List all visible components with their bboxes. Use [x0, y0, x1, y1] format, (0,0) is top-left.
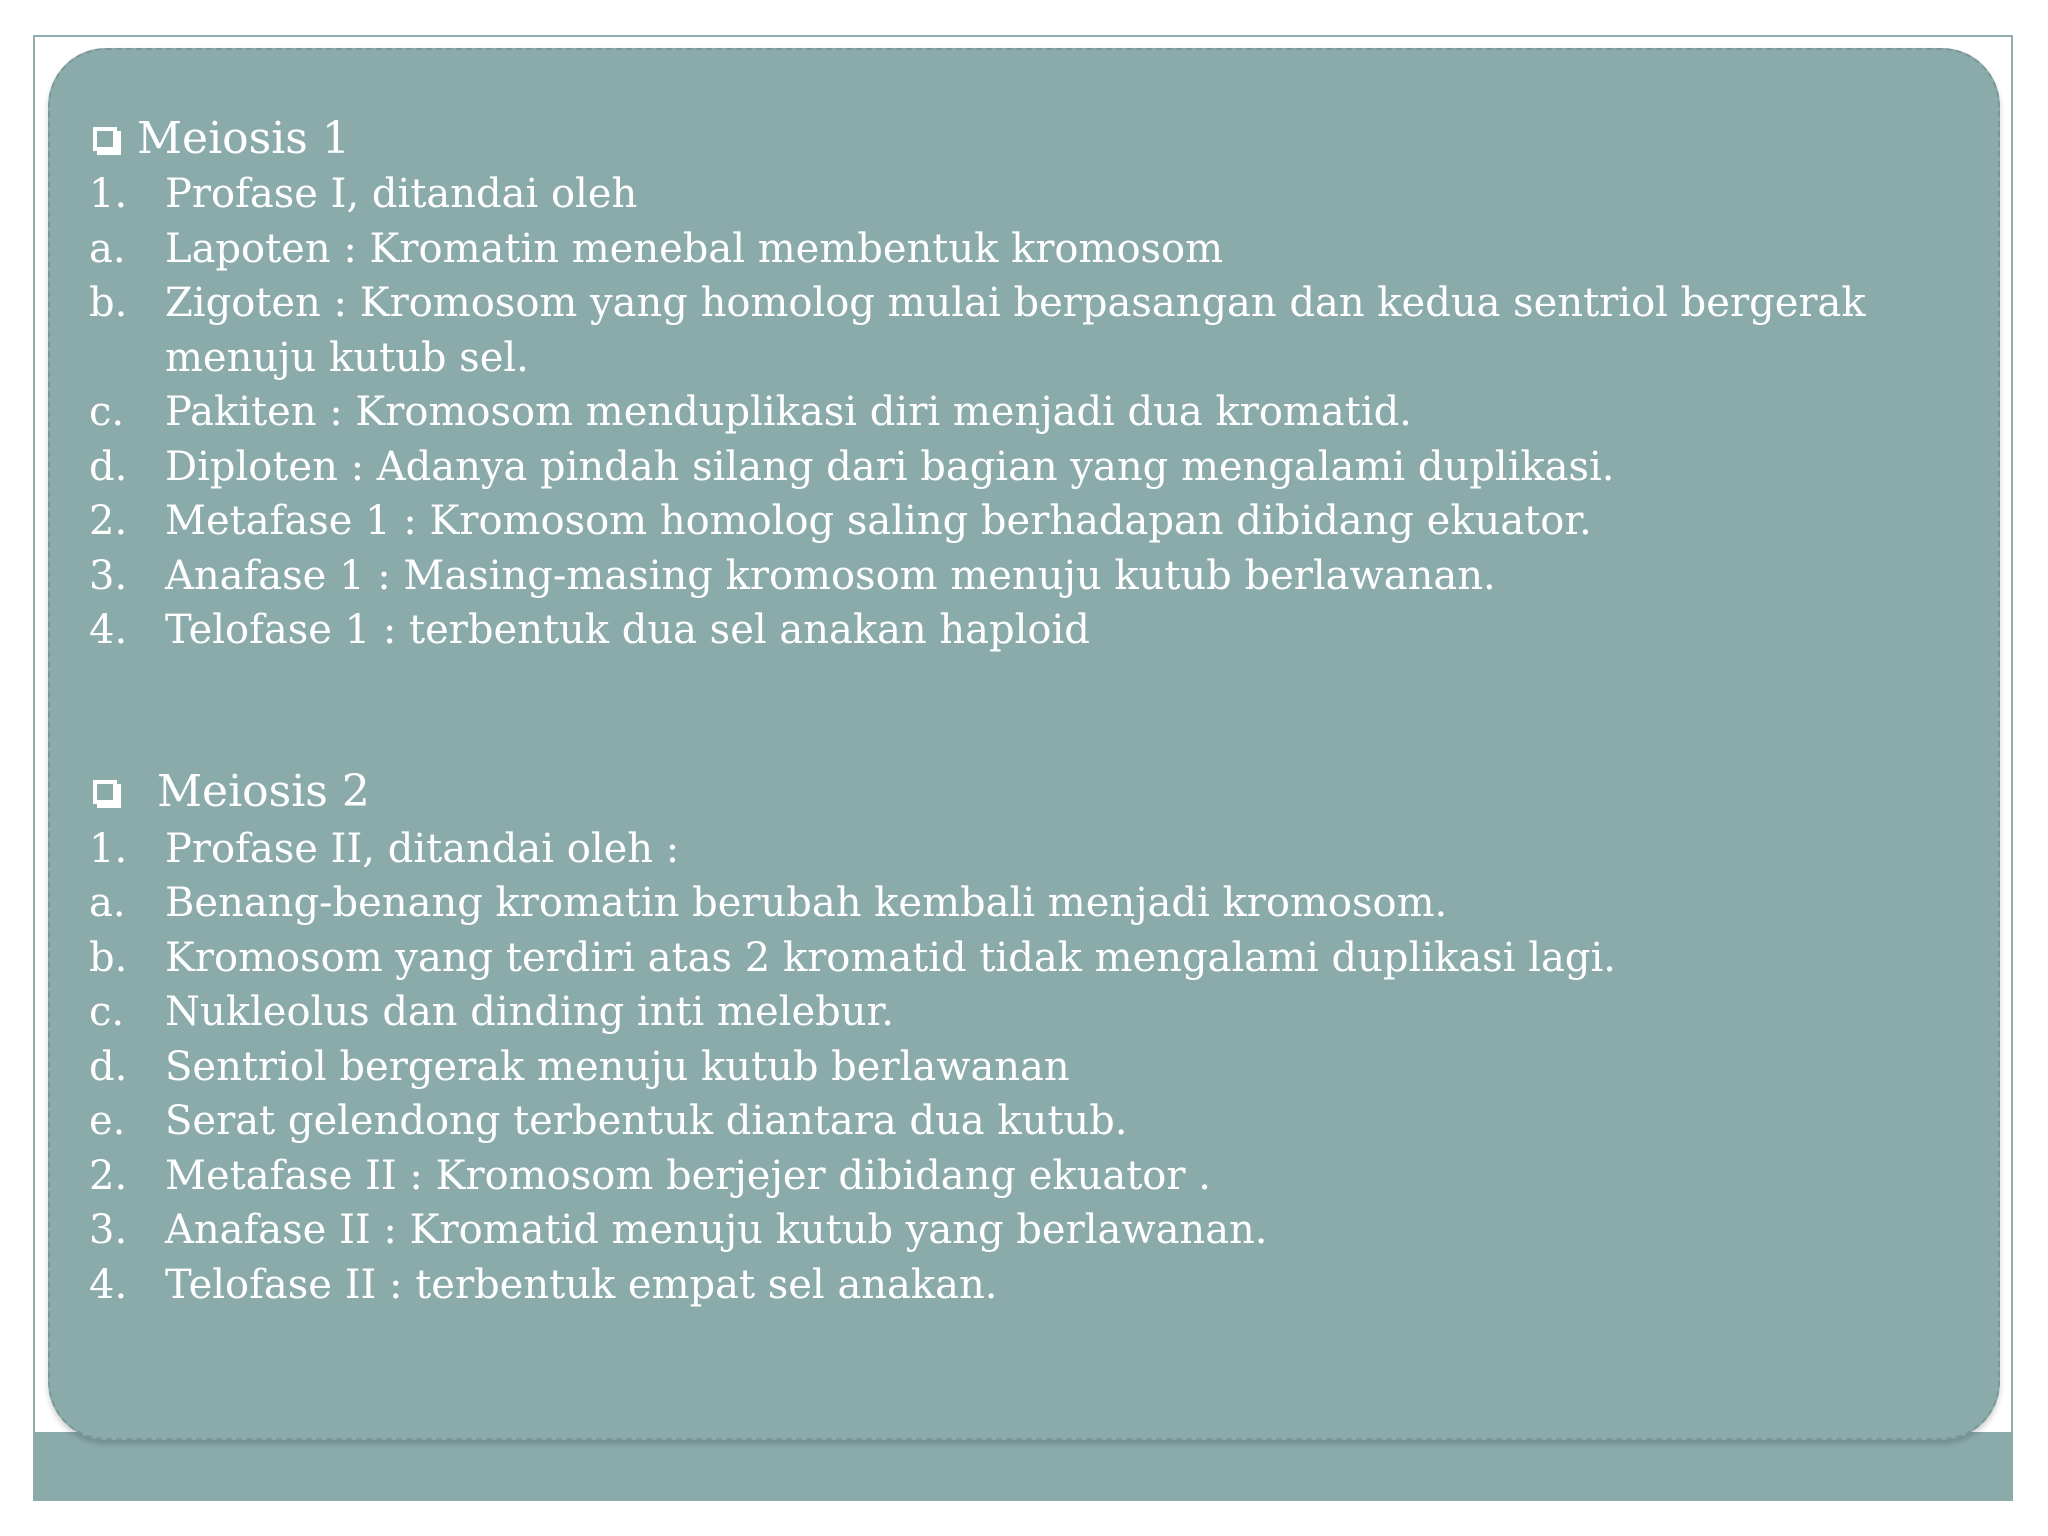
- section-heading-label: Meiosis 2: [157, 765, 370, 817]
- list-item: [89, 222, 1989, 277]
- list-marker: 2.: [89, 498, 128, 544]
- list-item: [89, 1149, 1989, 1204]
- list-text: Pakiten : Kromosom menduplikasi diri menjadi dua kromatid.: [165, 389, 1412, 435]
- list-text: Lapoten : Kromatin menebal membentuk kromosom: [165, 225, 1224, 272]
- list-marker: 3.: [89, 552, 128, 599]
- list-marker: c.: [89, 989, 125, 1035]
- list-text: Benang-benang kromatin berubah kembali menjadi kromosom.: [165, 880, 1448, 926]
- list-text: Kromosom yang terdiri atas 2 kromatid tidak mengalami duplikasi lagi.: [165, 934, 1616, 981]
- list-marker: d.: [89, 1043, 128, 1090]
- list-text: Anafase II : Kromatid menuju kutub yang berlawanan.: [165, 1207, 1268, 1253]
- list-item: [89, 822, 1989, 877]
- section-heading-meiosis-2: [89, 764, 1989, 820]
- list-marker: d.: [89, 443, 128, 490]
- list-marker: 4.: [89, 1261, 128, 1308]
- list-marker: 4.: [89, 607, 128, 653]
- section-heading-meiosis-1: [89, 111, 1989, 167]
- list-text: Zigoten : Kromosom yang homolog mulai berpasangan dan kedua sentriol bergerak menuju kutub sel.: [165, 280, 1866, 381]
- list-text: Profase II, ditandai oleh :: [165, 825, 680, 872]
- list-marker: b.: [89, 280, 128, 326]
- list-marker: 1.: [89, 825, 128, 872]
- list-text: Telofase II : terbentuk empat sel anakan.: [165, 1261, 998, 1308]
- list-item: [89, 549, 1989, 604]
- list-item: [89, 1040, 1989, 1095]
- list-item: [89, 985, 1989, 1040]
- list-text: Profase I, ditandai oleh: [165, 171, 638, 217]
- list-item: [89, 603, 1989, 658]
- list-text: Telofase 1 : terbentuk dua sel anakan haploid: [165, 607, 1090, 653]
- checkbox-icon: [93, 780, 117, 804]
- footer-band: [33, 1432, 2013, 1501]
- list-text: Metafase 1 : Kromosom homolog saling berhadapan dibidang ekuator.: [165, 498, 1592, 544]
- list-text: Sentriol bergerak menuju kutub berlawanan: [165, 1043, 1070, 1090]
- slide-content: [89, 111, 1989, 1312]
- list-marker: b.: [89, 934, 128, 981]
- list-item: [89, 440, 1989, 495]
- list-item: [89, 494, 1989, 549]
- list-marker: 2.: [89, 1152, 128, 1199]
- list-text: Metafase II : Kromosom berjejer dibidang ekuator .: [165, 1152, 1211, 1199]
- section-heading-label: Meiosis 1: [137, 113, 350, 164]
- list-item: [89, 385, 1989, 440]
- list-item: [89, 931, 1989, 986]
- list-item: [89, 1258, 1989, 1313]
- list-item: [89, 167, 1989, 222]
- list-marker: c.: [89, 389, 125, 435]
- list-marker: 1.: [89, 171, 128, 217]
- list-text: Nukleolus dan dinding inti melebur.: [165, 989, 894, 1035]
- list-text: Serat gelendong terbentuk diantara dua kutub.: [165, 1098, 1128, 1144]
- list-marker: a.: [89, 880, 126, 926]
- checkbox-icon: [93, 127, 117, 151]
- list-item: [89, 1203, 1989, 1258]
- list-item: [89, 1094, 1989, 1149]
- list-marker: 3.: [89, 1207, 128, 1253]
- list-marker: e.: [89, 1098, 126, 1144]
- list-text: Diploten : Adanya pindah silang dari bagian yang mengalami duplikasi.: [165, 443, 1615, 490]
- list-item: [89, 876, 1989, 931]
- list-item: [89, 276, 1989, 385]
- list-marker: a.: [89, 225, 126, 272]
- list-text: Anafase 1 : Masing-masing kromosom menuju kutub berlawanan.: [165, 552, 1496, 599]
